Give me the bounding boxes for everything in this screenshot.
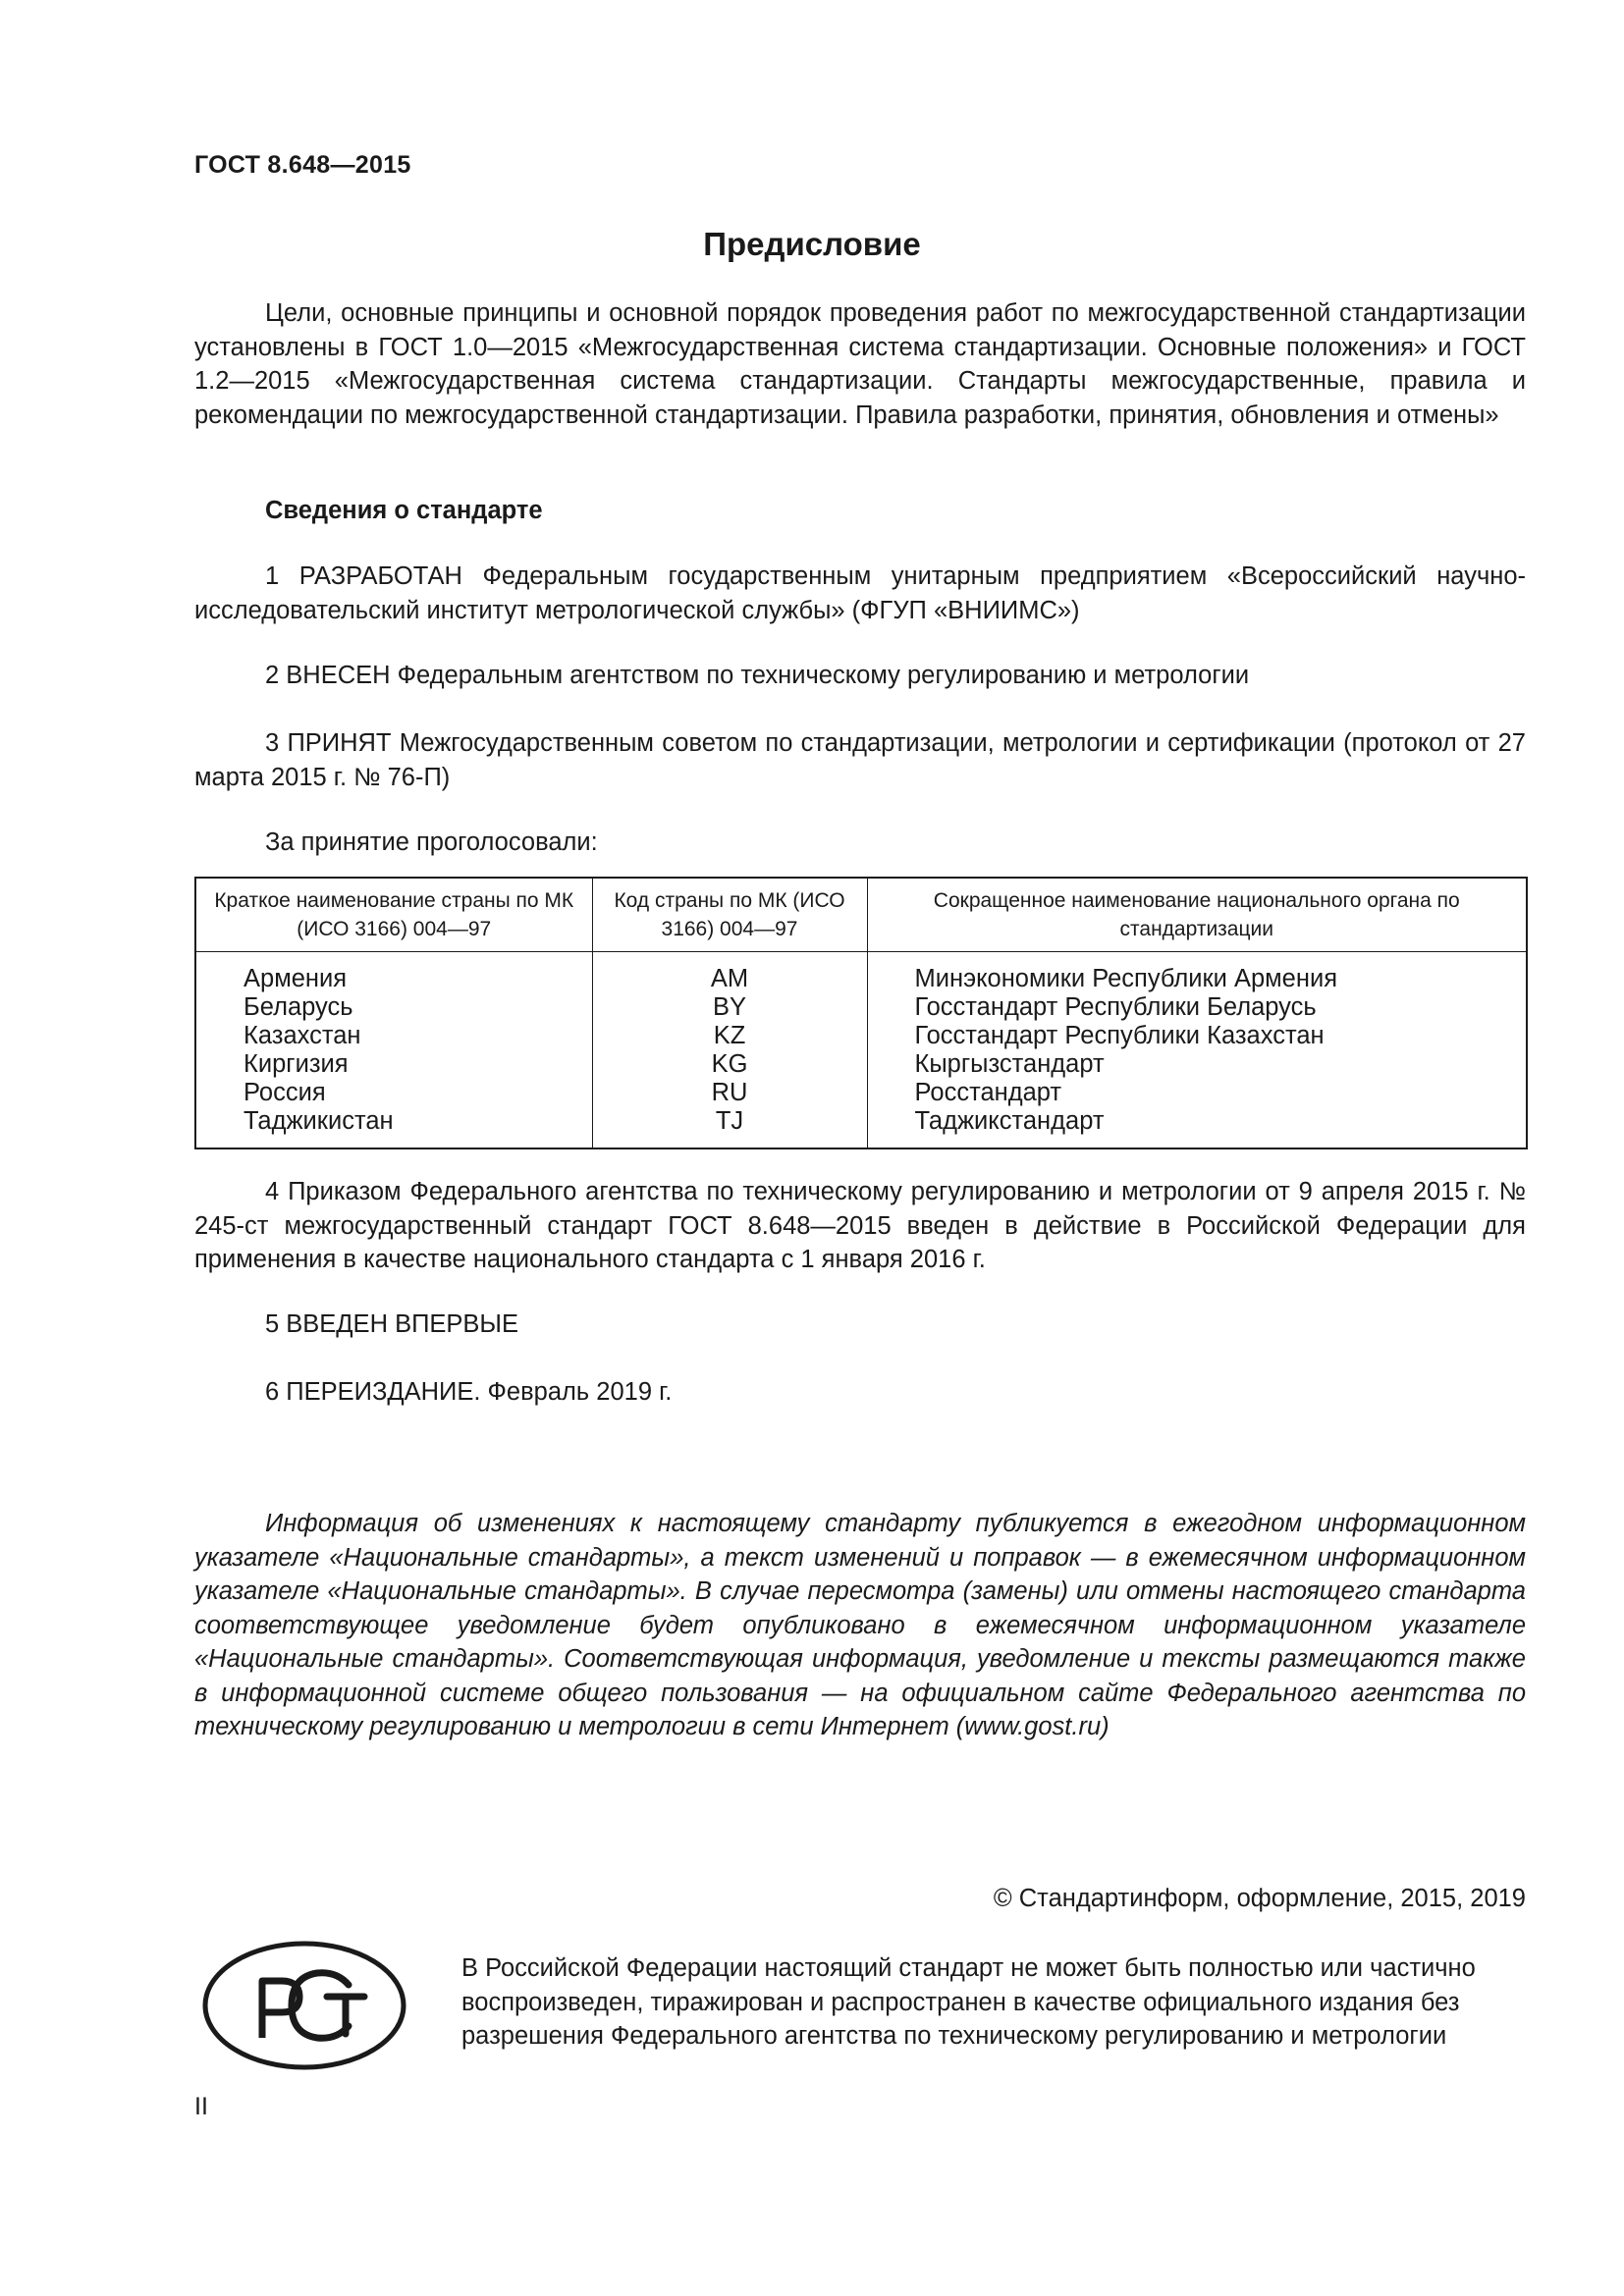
table-row	[195, 952, 1527, 994]
page-number: II	[194, 2093, 208, 2120]
intro-paragraph: Цели, основные принципы и основной порядок проведения работ по межгосударственной стандартизации установлены в ГОСТ 1.0—2015 «Межгосударственная система стандартизации. Основные положения» и ГОСТ 1.2—2015 «Межгосударственная система стандартизации. Стандарты межгосударственные, правила и рекомендации по межгосударственной стандартизации. Правила разработки, принятия, обновления и отмены»	[194, 299, 1526, 429]
copyright-restrictions: В Российской Федерации настоящий стандарт не может быть полностью или частично воспроизведен, тиражирован и распространен в качестве официального издания без разрешения Федерального агентства по техническому регулированию и метрологии	[461, 1954, 1476, 2050]
table-row	[195, 1107, 1527, 1148]
document-id-header: ГОСТ 8.648—2015	[194, 151, 411, 179]
country-name: Армения	[195, 952, 592, 994]
national-body: Кыргызстандарт	[867, 1050, 1527, 1079]
item-5-first-introduced: 5 ВВЕДЕН ВПЕРВЫЕ	[265, 1310, 519, 1338]
table-row	[195, 993, 1527, 1022]
country-name: Таджикистан	[195, 1107, 592, 1148]
table-header-row	[195, 878, 1527, 952]
country-name: Россия	[195, 1079, 592, 1107]
country-code: AM	[592, 952, 867, 994]
national-body: Госстандарт Республики Казахстан	[867, 1022, 1527, 1050]
national-body: Таджикстандарт	[867, 1107, 1527, 1148]
item-1-developed: 1 РАЗРАБОТАН Федеральным государственным унитарным предприятием «Всероссийский научно-исследовательский институт метрологической службы» (ФГУП «ВНИИМС»)	[194, 562, 1526, 624]
copyright-line: © Стандартинформ, оформление, 2015, 2019	[993, 1885, 1526, 1912]
header-national-body: Сокращенное наименование национального органа по стандартизации	[867, 878, 1527, 952]
voting-countries-table	[194, 877, 1528, 1149]
item-2-submitted: 2 ВНЕСЕН Федеральным агентством по техническому регулированию и метрологии	[265, 662, 1250, 689]
national-body: Росстандарт	[867, 1079, 1527, 1107]
item-3-adopted: 3 ПРИНЯТ Межгосударственным советом по стандартизации, метрологии и сертификации (протокол от 27 марта 2015 г. № 76-П)	[194, 729, 1526, 791]
header-country-code: Код страны по МК (ИСО 3166) 004—97	[592, 878, 867, 952]
changes-notice: Информация об изменениях к настоящему стандарту публикуется в ежегодном информационном указателе «Национальные стандарты», а текст изменений и поправок — в ежемесячном информационном указателе «Национальные стандарты». В случае пересмотра (замены) или отмены настоящего стандарта соответствующее уведомление будет опубликовано в ежемесячном информационном указателе «Национальные стандарты». Соответствующая информация, уведомление и тексты размещаются также в информационной системе общего пользования — на официальном сайте Федерального агентства по техническому регулированию и метрологии в сети Интернет (www.gost.ru)	[194, 1510, 1526, 1740]
national-body: Госстандарт Республики Беларусь	[867, 993, 1527, 1022]
country-code: BY	[592, 993, 867, 1022]
section-heading: Сведения о стандарте	[265, 497, 543, 524]
table-row	[195, 1022, 1527, 1050]
item-6-reissue: 6 ПЕРЕИЗДАНИЕ. Февраль 2019 г.	[265, 1378, 673, 1406]
page-title: Предисловие	[703, 226, 921, 262]
country-name: Беларусь	[195, 993, 592, 1022]
header-country-name: Краткое наименование страны по МК (ИСО 3166) 004—97	[195, 878, 592, 952]
national-body: Минэкономики Республики Армения	[867, 952, 1527, 994]
item-4-order: 4 Приказом Федерального агентства по техническому регулированию и метрологии от 9 апреля 2015 г. № 245-ст межгосударственный стандарт ГОСТ 8.648—2015 введен в действие в Российской Федерации для применения в качестве национального стандарта с 1 января 2016 г.	[194, 1178, 1526, 1273]
country-code: TJ	[592, 1107, 867, 1148]
country-code: KG	[592, 1050, 867, 1079]
country-code: KZ	[592, 1022, 867, 1050]
table-row	[195, 1050, 1527, 1079]
country-code: RU	[592, 1079, 867, 1107]
vote-intro: За принятие проголосовали:	[265, 828, 598, 856]
country-name: Казахстан	[195, 1022, 592, 1050]
country-name: Киргизия	[195, 1050, 592, 1079]
table-row	[195, 1079, 1527, 1107]
rst-certification-mark-icon	[201, 1940, 407, 2072]
